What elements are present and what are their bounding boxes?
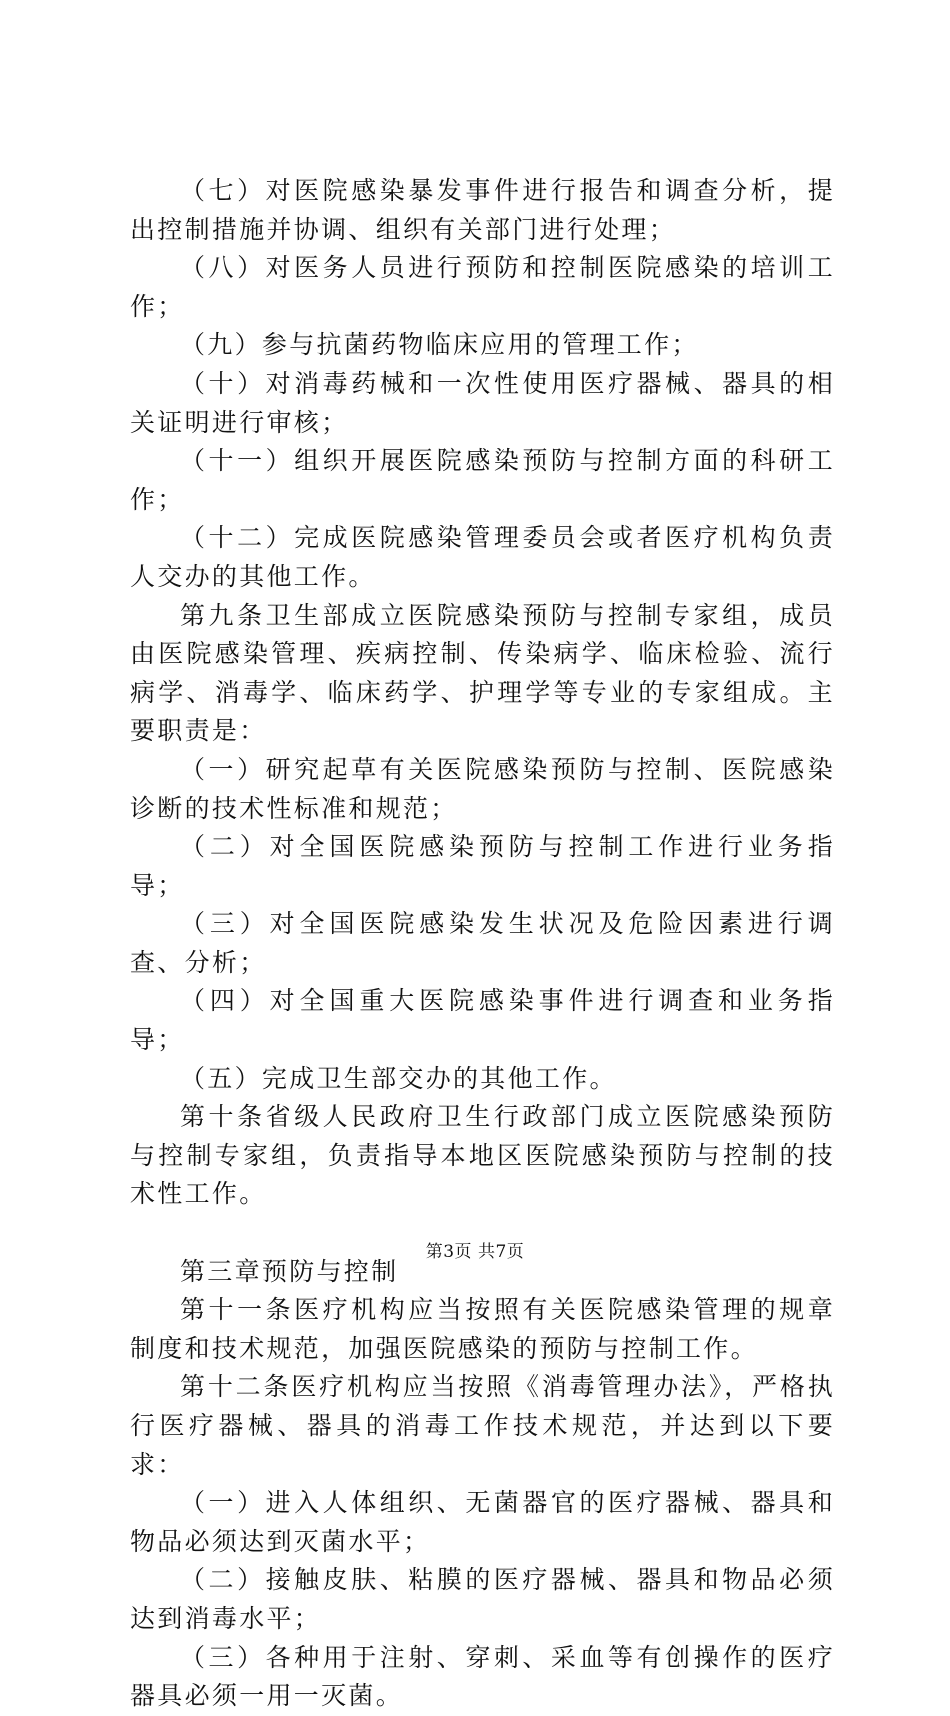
article-10: 第十条省级人民政府卫生行政部门成立医院感染预防与控制专家组，负责指导本地区医院感染预防与控制的技术性工作。 bbox=[130, 1102, 835, 1209]
paragraph-item-11: （十一）组织开展医院感染预防与控制方面的科研工作； bbox=[130, 446, 835, 514]
paragraph-item-1: （一）进入人体组织、无菌器官的医疗器械、器具和物品必须达到灭菌水平； bbox=[130, 1488, 835, 1556]
article-9: 第九条卫生部成立医院感染预防与控制专家组，成员由医院感染管理、疾病控制、传染病学、临床检验、流行病学、消毒学、临床药学、护理学等专业的专家组成。主要职责是： bbox=[130, 600, 835, 746]
document-body bbox=[130, 172, 835, 1716]
paragraph-item-8: （八）对医务人员进行预防和控制医院感染的培训工作； bbox=[130, 253, 835, 321]
paragraph-item-1: （一）研究起草有关医院感染预防与控制、医院感染诊断的技术性标准和规范； bbox=[130, 754, 835, 823]
paragraph-item-12: （十二）完成医院感染管理委员会或者医疗机构负责人交办的其他工作。 bbox=[130, 523, 835, 591]
paragraph-item-4: （四）对全国重大医院感染事件进行调查和业务指导； bbox=[130, 986, 835, 1055]
article-12: 第十二条医疗机构应当按照《消毒管理办法》，严格执行医疗器械、器具的消毒工作技术规范，并达到以下要求： bbox=[130, 1372, 835, 1479]
paragraph-item-9: （九）参与抗菌药物临床应用的管理工作； bbox=[180, 330, 699, 360]
paragraph-item-3: （三）对全国医院感染发生状况及危险因素进行调查、分析； bbox=[130, 909, 835, 977]
paragraph-item-5: （五）完成卫生部交办的其他工作。 bbox=[180, 1063, 617, 1093]
paragraph-item-2: （二）对全国医院感染预防与控制工作进行业务指导； bbox=[130, 832, 835, 900]
paragraph-item-2: （二）接触皮肤、粘膜的医疗器械、器具和物品必须达到消毒水平； bbox=[130, 1565, 835, 1633]
paragraph-item-10: （十）对消毒药械和一次性使用医疗器械、器具的相关证明进行审核； bbox=[130, 368, 835, 437]
paragraph-item-3: （三）各种用于注射、穿刺、采血等有创操作的医疗器具必须一用一灭菌。 bbox=[130, 1642, 835, 1711]
article-11: 第十一条医疗机构应当按照有关医院感染管理的规章制度和技术规范，加强医院感染的预防与控制工作。 bbox=[130, 1295, 835, 1363]
page-number-label: 第3页 共7页 bbox=[425, 1242, 525, 1262]
page-footer bbox=[0, 1240, 950, 1264]
chapter-heading: 第三章预防与控制 bbox=[180, 1256, 399, 1286]
paragraph-item-7: （七）对医院感染暴发事件进行报告和调查分析，提出控制措施并协调、组织有关部门进行处理； bbox=[130, 176, 835, 244]
